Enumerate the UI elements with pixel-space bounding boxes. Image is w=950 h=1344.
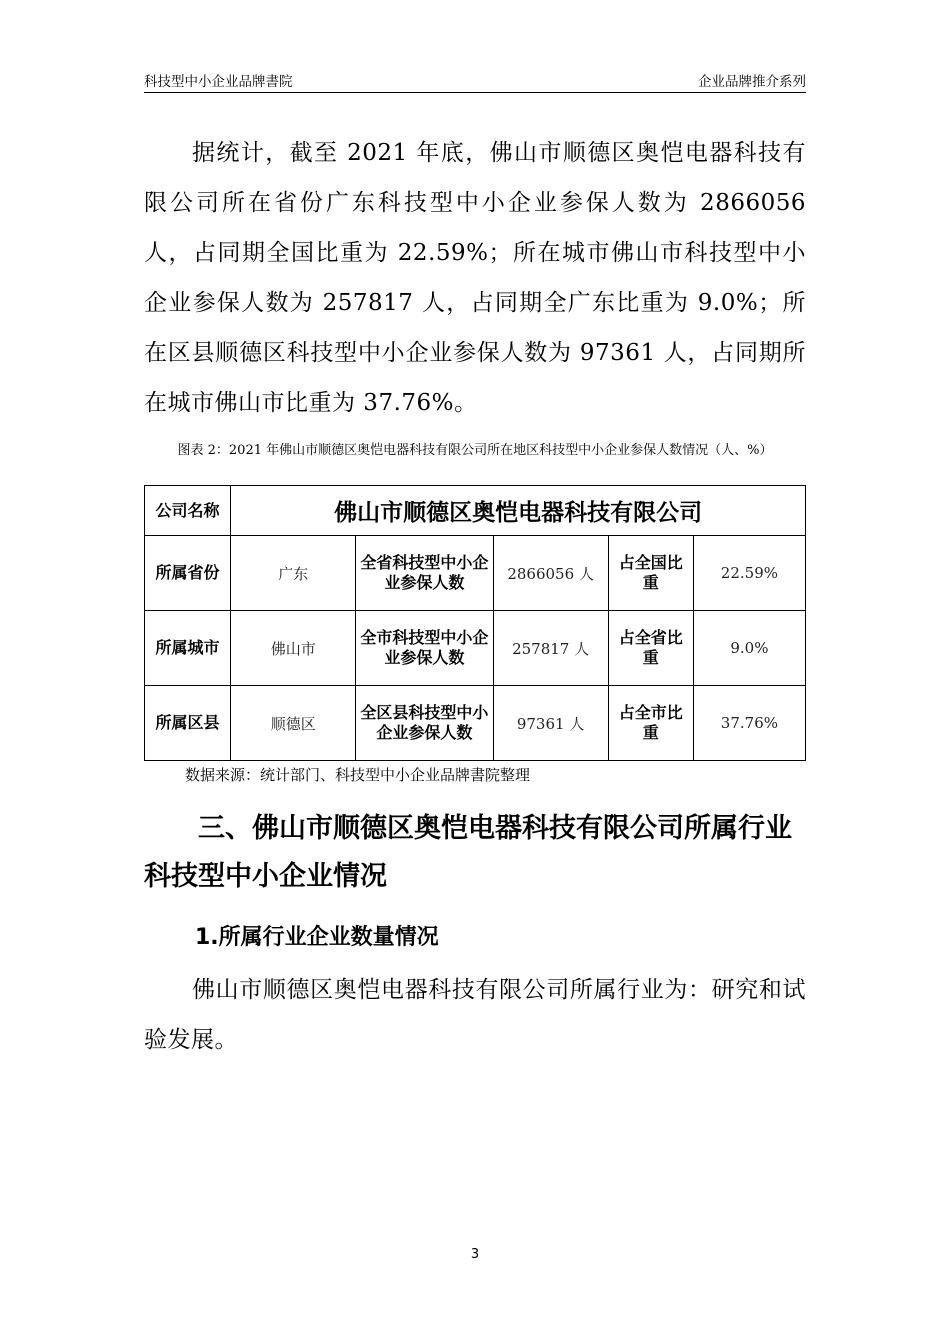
share-label-cell: 占全国比重	[608, 536, 693, 611]
share-cell: 37.76%	[693, 686, 805, 761]
region-cell: 广东	[231, 536, 356, 611]
region-cell: 顺德区	[231, 686, 356, 761]
level-label-cell: 所属城市	[145, 611, 231, 686]
intro-paragraph: 据统计，截至 2021 年底，佛山市顺德区奥恺电器科技有限公司所在省份广东科技型中小企业参保人数为 2866056 人，占同期全国比重为 22.59%；所在城市佛山市科技型中小企业参保人数为 257817 人，占同期全广东比重为 9.0%；所在区县顺德区科技型中小企业参保人数为 97361 人，占同期所在城市佛山市比重为 37.76%。	[144, 140, 806, 416]
level-label-cell: 所属区县	[145, 686, 231, 761]
source-note: 数据来源：统计部门、科技型中小企业品牌書院整理	[185, 766, 531, 784]
section-heading: 三、佛山市顺德区奥恺电器科技有限公司所属行业科技型中小企业情况	[144, 813, 792, 892]
table-row-company	[145, 486, 806, 536]
count-cell: 97361 人	[493, 686, 608, 761]
header-left-title: 科技型中小企业品牌書院	[144, 74, 293, 90]
share-cell: 9.0%	[693, 611, 805, 686]
metric-label-cell: 全区县科技型中小企业参保人数	[356, 686, 493, 761]
page-header	[144, 70, 806, 93]
metric-label-cell: 全省科技型中小企业参保人数	[356, 536, 493, 611]
industry-paragraph: 佛山市顺德区奥恺电器科技有限公司所属行业为：研究和试验发展。	[144, 977, 806, 1053]
company-name-cell: 佛山市顺德区奥恺电器科技有限公司	[231, 486, 806, 536]
table-row	[145, 536, 806, 611]
company-label-cell: 公司名称	[145, 486, 231, 536]
table-caption: 图表 2：2021 年佛山市顺德区奥恺电器科技有限公司所在地区科技型中小企业参保人数情况（人、%）	[177, 443, 773, 458]
share-label-cell: 占全省比重	[608, 611, 693, 686]
level-label-cell: 所属省份	[145, 536, 231, 611]
subsection-heading: 1.所属行业企业数量情况	[195, 925, 439, 950]
insured-count-table	[144, 485, 806, 761]
table-row	[145, 611, 806, 686]
region-cell: 佛山市	[231, 611, 356, 686]
page-number: 3	[470, 1247, 480, 1262]
table-row	[145, 686, 806, 761]
share-cell: 22.59%	[693, 536, 805, 611]
count-cell: 257817 人	[493, 611, 608, 686]
count-cell: 2866056 人	[493, 536, 608, 611]
metric-label-cell: 全市科技型中小企业参保人数	[356, 611, 493, 686]
share-label-cell: 占全市比重	[608, 686, 693, 761]
header-right-title: 企业品牌推介系列	[698, 74, 806, 90]
